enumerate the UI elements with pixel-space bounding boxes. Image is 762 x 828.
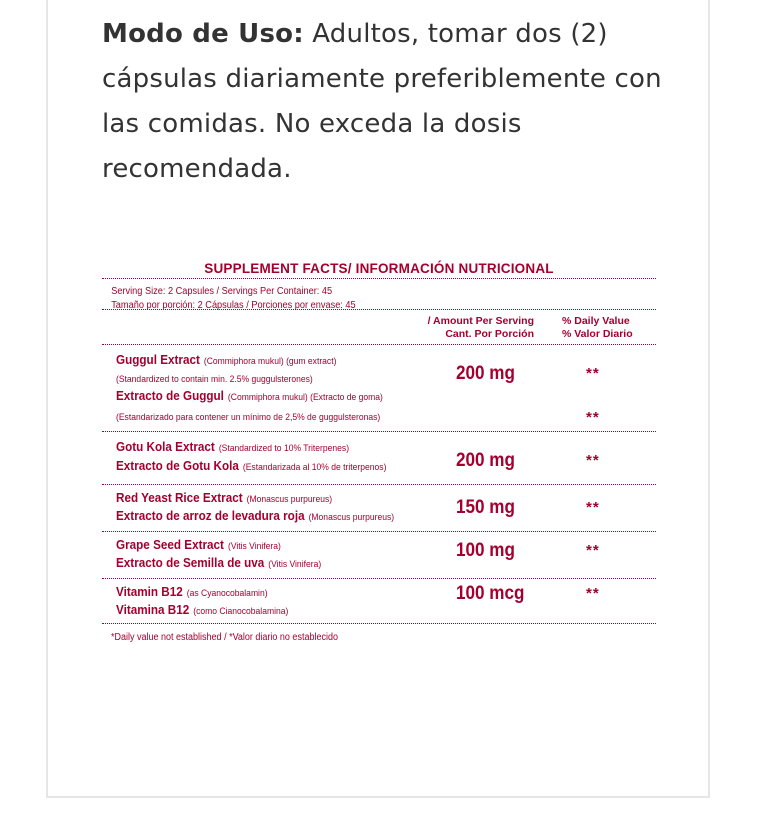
daily-value-header: % Daily Value % Valor Diario xyxy=(562,315,633,340)
footnote: *Daily value not established / *Valor diario no establecido xyxy=(111,632,338,643)
daily-value: ** xyxy=(586,365,600,382)
facts-title: SUPPLEMENT FACTS/ INFORMACIÓN NUTRICIONAL xyxy=(204,261,554,276)
usage-paragraph xyxy=(102,12,662,192)
amount-value: 200 mg xyxy=(456,363,515,384)
amount-header: / Amount Per Serving Cant. Por Porción xyxy=(427,315,534,340)
daily-value: ** xyxy=(586,499,600,516)
serving-info xyxy=(102,279,612,309)
table-row: Gotu Kola Extract (Standardized to 10% Triterpenes) Extracto de Gotu Kola (Estandarizada al 10% de triterpenos) 200 mg ** xyxy=(116,439,600,473)
serving-en: Serving Size: 2 Capsules / Servings Per Container: 45 xyxy=(111,286,333,297)
amount-value: 100 mcg xyxy=(456,583,525,604)
usage-label: Modo de Uso: xyxy=(102,19,304,49)
column-headers xyxy=(102,310,656,344)
supplement-facts-label xyxy=(102,256,656,643)
table-row: Vitamin B12 (as Cyanocobalamin) Vitamina B12 (como Cianocobalamina) 100 mcg ** xyxy=(116,583,600,617)
amount-value: 100 mg xyxy=(456,540,515,561)
serving-es: Tamaño por porción: 2 Cápsulas / Porciones por envase: 45 xyxy=(111,300,356,311)
usage-text: Adultos, tomar dos (2) cápsulas diariamente preferiblemente con las comidas. No exceda la dosis recomendada. xyxy=(102,19,662,184)
table-row: Grape Seed Extract (Vitis Vinifera) Extracto de Semilla de uva (Vitis Vinifera) 100 mg ** xyxy=(116,537,600,570)
daily-value: ** xyxy=(586,452,600,469)
daily-value: ** xyxy=(586,409,600,426)
table-row: Red Yeast Rice Extract (Monascus purpureus) Extracto de arroz de levadura roja (Monascus purpureus) 150 mg ** xyxy=(116,490,600,523)
amount-value: 150 mg xyxy=(456,497,515,518)
amount-value: 200 mg xyxy=(456,450,515,471)
table-row: Guggul Extract (Commiphora mukul) (gum extract) (Standardized to contain min. 2.5% guggulsterones) Extracto de Guggul (Commiphora mukul) (Extracto de goma) (Estandarizado para contener un mínimo de 2,5% de guggulsteronas) 200 mg ** ** xyxy=(116,352,600,426)
daily-value: ** xyxy=(586,585,600,602)
daily-value: ** xyxy=(586,542,600,559)
